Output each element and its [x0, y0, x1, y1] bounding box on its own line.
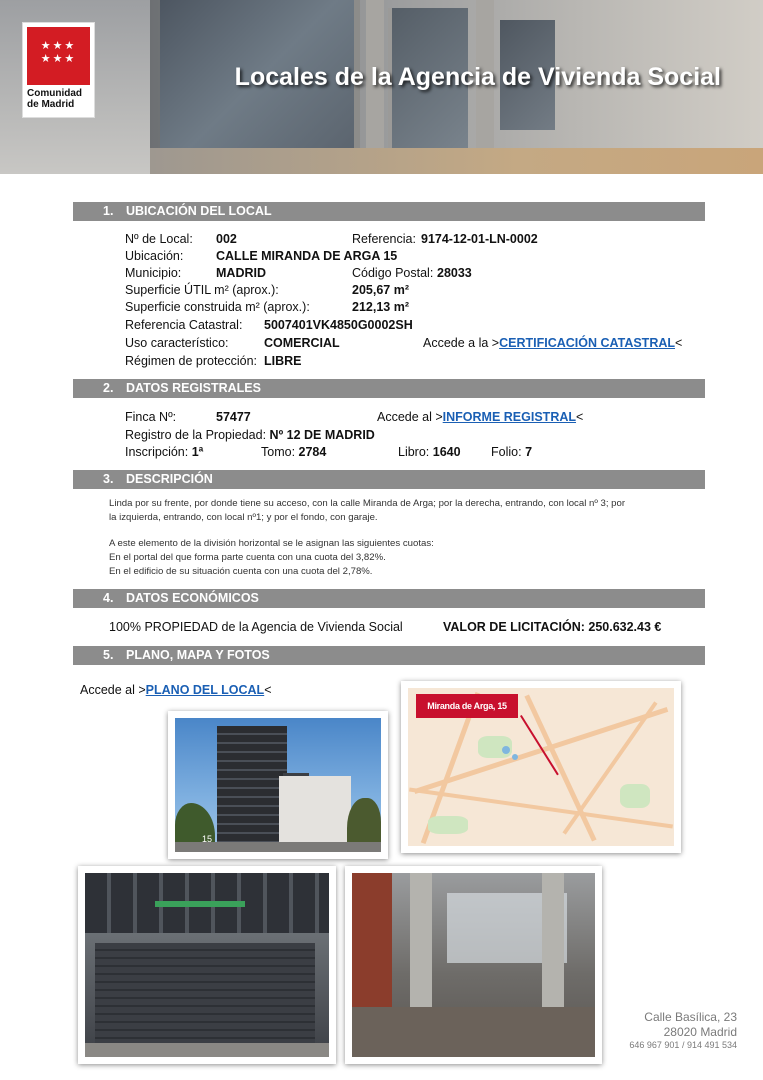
inscription-value: 1ª — [191, 445, 204, 459]
local-number-label: Nº de Local: — [125, 232, 193, 246]
folio-label: Folio: — [491, 445, 522, 459]
useful-area-label: Superficie ÚTIL m² (aprox.): — [125, 283, 279, 297]
cadastral-certificate-link[interactable]: CERTIFICACIÓN CATASTRAL — [499, 336, 676, 350]
inscription-line — [125, 444, 203, 461]
logo-line1: Comunidad — [27, 88, 82, 99]
building-photo — [168, 711, 388, 859]
tomo-label: Tomo: — [261, 445, 296, 459]
section-title: UBICACIÓN DEL LOCAL — [126, 204, 272, 218]
property-registry-line — [125, 427, 375, 444]
registry-report-link[interactable]: INFORME REGISTRAL — [442, 410, 577, 424]
section-title: PLANO, MAPA Y FOTOS — [126, 648, 270, 662]
built-area-value: 212,13 m² — [352, 300, 409, 314]
libro-label: Libro: — [398, 445, 430, 459]
registry-report-suffix: < — [576, 410, 584, 424]
description-paragraph-1 — [109, 497, 699, 525]
libro-line — [398, 444, 461, 461]
cadastral-certificate-suffix: < — [675, 336, 683, 350]
section-title: DATOS REGISTRALES — [126, 381, 261, 395]
registry-report-prefix: Accede al > — [377, 410, 443, 424]
logo-line2: de Madrid — [27, 99, 75, 110]
section-number: 5. — [103, 648, 114, 662]
description-line: En el edificio de su situación cuenta con una cuota del 2,78%. — [109, 566, 373, 577]
building-number-sign: 15 — [202, 834, 213, 844]
reference-label: Referencia: — [352, 232, 416, 246]
local-number-value: 002 — [216, 232, 237, 246]
footer-phones: 646 967 901 / 914 491 534 — [629, 1040, 737, 1050]
useful-area-value: 205,67 m² — [352, 283, 409, 297]
floor-plan-link[interactable]: PLANO DEL LOCAL — [145, 683, 265, 697]
section-number: 4. — [103, 591, 114, 605]
postal-code-label: Código Postal: — [352, 266, 434, 280]
description-paragraph-2 — [109, 537, 699, 579]
registry-report-line — [377, 409, 583, 426]
page-title: Locales de la Agencia de Vivienda Social — [234, 63, 721, 91]
logo-stars-icon: ★★★ ★★★ — [40, 40, 77, 65]
location-label: Ubicación: — [125, 249, 184, 263]
tower-block — [217, 726, 287, 852]
protection-regime-label: Régimen de protección: — [125, 354, 258, 368]
floor-plan-line — [80, 682, 272, 699]
description-line: la izquierda, entrando, con local nº1; y por el fondo, con garaje. — [109, 512, 378, 523]
property-registry-label: Registro de la Propiedad: — [125, 428, 267, 442]
built-area-label: Superficie construida m² (aprox.): — [125, 300, 310, 314]
section-title: DATOS ECONÓMICOS — [126, 591, 259, 605]
use-label: Uso característico: — [125, 336, 229, 350]
cadastral-certificate-line — [423, 335, 682, 352]
section-number: 1. — [103, 204, 114, 218]
front-facade-photo — [78, 866, 336, 1064]
section-number: 2. — [103, 381, 114, 395]
reference-value: 9174-12-01-LN-0002 — [421, 232, 538, 246]
section-header-ubicacion — [73, 202, 705, 221]
location-value: CALLE MIRANDA DE ARGA 15 — [216, 249, 398, 263]
section-header-datos-registrales — [73, 379, 705, 398]
auction-value: VALOR DE LICITACIÓN: 250.632.43 € — [443, 620, 662, 634]
finca-label: Finca Nº: — [125, 410, 177, 424]
metal-shutter — [95, 943, 315, 1046]
interior-photo — [345, 866, 602, 1064]
section-header-plano-mapa-fotos — [73, 646, 705, 665]
cadastral-reference-label: Referencia Catastral: — [125, 318, 243, 332]
municipality-label: Municipio: — [125, 266, 182, 280]
tomo-value: 2784 — [298, 445, 327, 459]
banner-pavement — [150, 148, 763, 174]
cadastral-reference-value: 5007401VK4850G0002SH — [264, 318, 413, 332]
section-number: 3. — [103, 472, 114, 486]
folio-line — [491, 444, 532, 461]
municipality-value: MADRID — [216, 266, 266, 280]
section-header-datos-economicos — [73, 589, 705, 608]
map-location-label: Miranda de Arga, 15 — [416, 694, 518, 718]
cadastral-certificate-prefix: Accede a la > — [423, 336, 500, 350]
folio-value: 7 — [525, 445, 533, 459]
comunidad-de-madrid-logo — [22, 22, 95, 118]
use-value: COMERCIAL — [264, 336, 340, 350]
description-line: En el portal del que forma parte cuenta con una cuota del 3,82%. — [109, 552, 386, 563]
location-map[interactable] — [401, 681, 681, 853]
section-header-descripcion — [73, 470, 705, 489]
footer-street: Calle Basílica, 23 — [644, 1010, 737, 1024]
postal-code-value: 28033 — [437, 266, 472, 280]
protection-regime-value: LIBRE — [264, 354, 302, 368]
floor-plan-prefix: Accede al > — [80, 683, 146, 697]
libro-value: 1640 — [432, 445, 461, 459]
footer-city: 28020 Madrid — [663, 1025, 737, 1039]
finca-value: 57477 — [216, 410, 251, 424]
tomo-line — [261, 444, 326, 461]
description-line: A este elemento de la división horizontal se le asignan las siguientes cuotas: — [109, 538, 434, 549]
description-line: Linda por su frente, por donde tiene su acceso, con la calle Miranda de Arga; por la derecha, entrando, con local nº 3; por — [109, 498, 626, 509]
ownership-text: 100% PROPIEDAD de la Agencia de Vivienda Social — [109, 620, 403, 634]
header-banner — [0, 0, 763, 174]
property-registry-value: Nº 12 DE MADRID — [269, 428, 375, 442]
section-title: DESCRIPCIÓN — [126, 472, 213, 486]
inscription-label: Inscripción: — [125, 445, 189, 459]
floor-plan-suffix: < — [264, 683, 272, 697]
